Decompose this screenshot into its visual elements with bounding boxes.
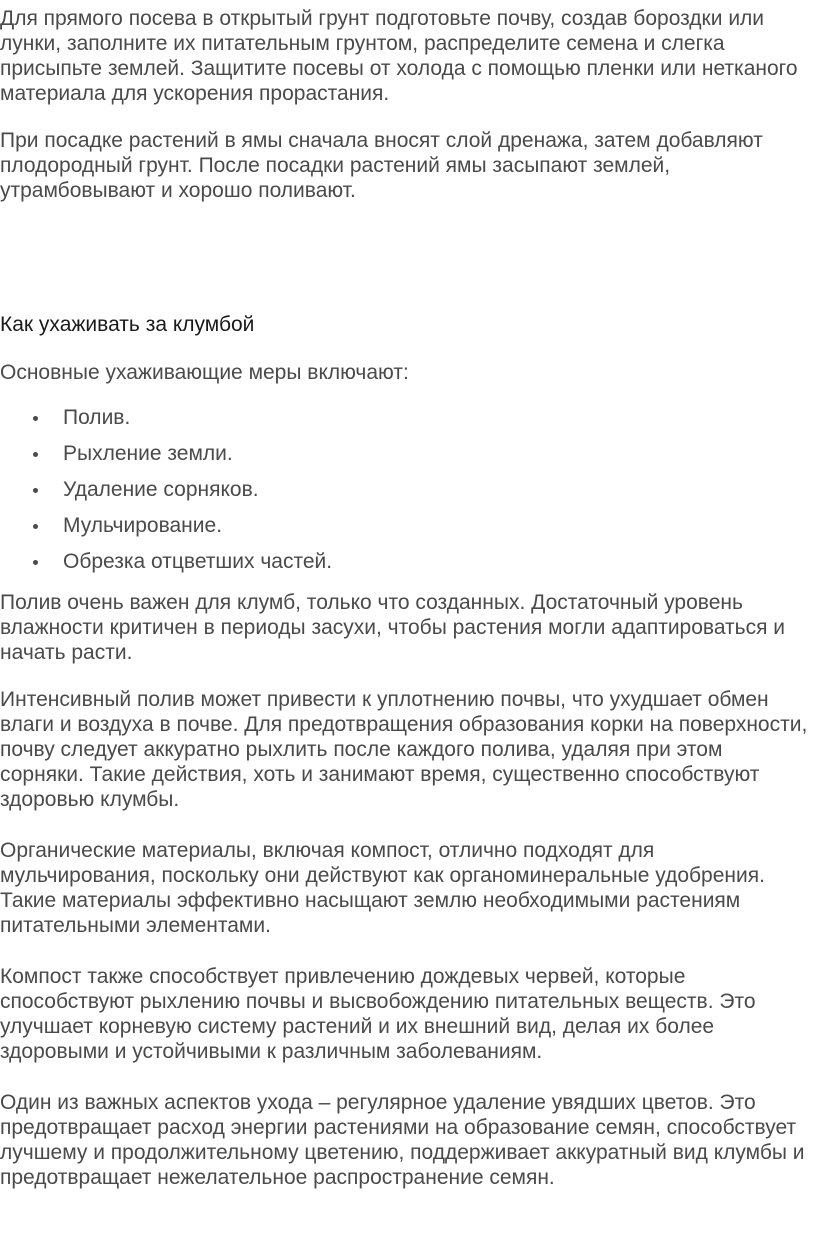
intro-paragraph-planting: При посадке растений в ямы сначала вносят слой дренажа, затем добавляют плодородный грунт. После посадки растений ямы засыпают землей, утрамбовывают и хорошо поливают. — [0, 129, 763, 202]
list-item — [0, 477, 332, 513]
list-item-text: Полив. — [63, 406, 131, 429]
bullet-icon — [33, 416, 38, 421]
care-lead-text: Основные ухаживающие меры включают: — [0, 361, 409, 384]
list-item-text: Обрезка отцветших частей. — [63, 550, 333, 573]
intro-paragraph-sowing: Для прямого посева в открытый грунт подготовьте почву, создав бороздки или лунки, заполните их питательным грунтом, распределите семена и слегка присыпьте землей. Защитите посевы от холода с помощью пленки или нетканого материала для ускорения прорастания. — [0, 7, 798, 105]
list-item-text: Рыхление земли. — [63, 442, 233, 465]
bullet-icon — [33, 488, 38, 493]
paragraph-watering: Полив очень важен для клумб, только что созданных. Достаточный уровень влажности критичен в периоды засухи, чтобы растения могли адаптироваться и начать расти. — [0, 591, 786, 664]
bullet-icon — [33, 452, 38, 457]
list-item-text: Удаление сорняков. — [63, 478, 259, 501]
paragraph-compost: Компост также способствует привлечению дождевых червей, которые способствуют рыхлению почвы и высвобождению питательных веществ. Это улучшает корневую систему растений и их внешний вид, делая их более здоровыми и устойчивыми к различным заболеваниям. — [0, 965, 756, 1063]
list-item — [0, 513, 332, 549]
list-item-text: Мульчирование. — [63, 514, 223, 537]
paragraph-deadheading: Один из важных аспектов ухода – регулярное удаление увядших цветов. Это предотвращает расход энергии растениями на образование семян, способствует лучшему и продолжительному цветению, поддерживает аккуратный вид клумбы и предотвращает нежелательное распространение семян. — [0, 1091, 805, 1189]
paragraph-mulching: Органические материалы, включая компост, отлично подходят для мульчирования, поскольку они действуют как органоминеральные удобрения. Такие материалы эффективно насыщают землю необходимыми растениям питательными элементами. — [0, 839, 765, 937]
paragraph-loosening: Интенсивный полив может привести к уплотнению почвы, что ухудшает обмен влаги и воздуха в почве. Для предотвращения образования корки на поверхности, почву следует аккуратно рыхлить после каждого полива, удаляя при этом сорняки. Такие действия, хоть и занимают время, существенно способствуют здоровью клумбы. — [0, 688, 808, 811]
care-measures-list — [0, 405, 332, 585]
list-item — [0, 549, 332, 585]
bullet-icon — [33, 524, 38, 529]
list-item — [0, 405, 332, 441]
bullet-icon — [33, 560, 38, 565]
list-item — [0, 441, 332, 477]
section-heading-care: Как ухаживать за клумбой — [0, 313, 255, 336]
